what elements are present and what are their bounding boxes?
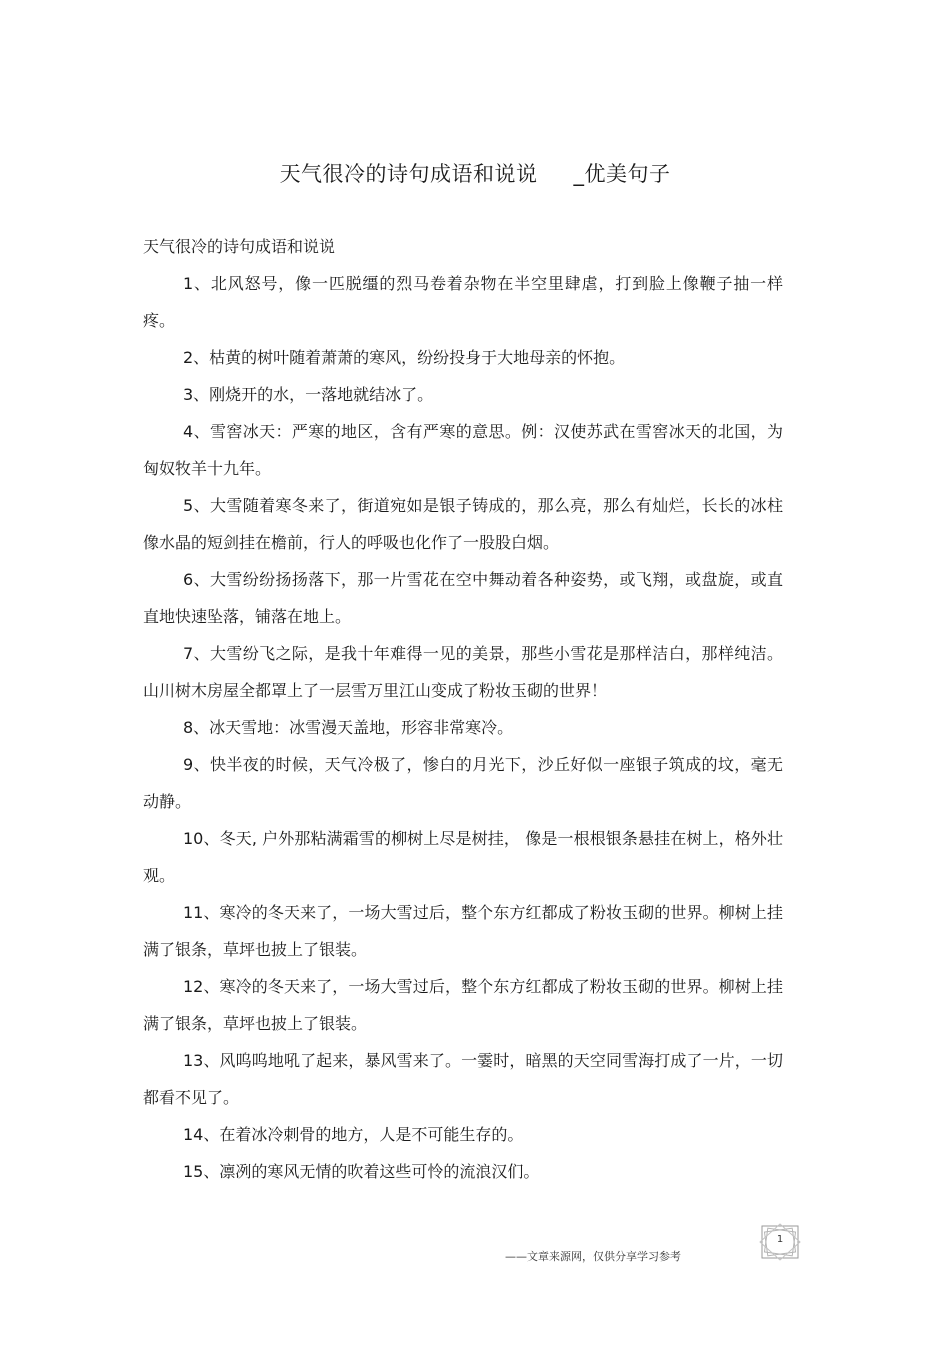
paragraph: 14、在着冰冷刺骨的地方，人是不可能生存的。 — [183, 1125, 524, 1144]
paragraph: 9、快半夜的时候，天气冷极了，惨白的月光下，沙丘好似一座银子筑成的坟，毫无动静。 — [143, 755, 783, 811]
paragraph: 4、雪窖冰天：严寒的地区，含有严寒的意思。例：汉使苏武在雪窖冰天的北国，为匈奴牧羊十九年。 — [143, 422, 783, 478]
paragraph: 6、大雪纷纷扬扬落下，那一片雪花在空中舞动着各种姿势，或飞翔，或盘旋，或直直地快速坠落，铺落在地上。 — [143, 570, 783, 626]
paragraph: 11、寒冷的冬天来了，一场大雪过后，整个东方红都成了粉妆玉砌的世界。柳树上挂满了银条，草坪也披上了银装。 — [143, 903, 783, 959]
paragraph: 5、大雪随着寒冬来了，街道宛如是银子铸成的，那么亮，那么有灿烂，长长的冰柱像水晶的短剑挂在檐前，行人的呼吸也化作了一股股白烟。 — [143, 496, 783, 552]
document-body — [143, 228, 783, 1190]
paragraph: 3、刚烧开的水，一落地就结冰了。 — [183, 385, 434, 404]
paragraph: 12、寒冷的冬天来了，一场大雪过后，整个东方红都成了粉妆玉砌的世界。柳树上挂满了银条，草坪也披上了银装。 — [143, 977, 783, 1033]
section-subtitle: 天气很冷的诗句成语和说说 — [143, 237, 336, 256]
paragraph: 10、冬天, 户外那粘满霜雪的柳树上尽是树挂， 像是一根根银条悬挂在树上，格外壮观。 — [143, 829, 783, 885]
paragraph: 13、风呜呜地吼了起来，暴风雪来了。一霎时，暗黑的天空同雪海打成了一片，一切都看不见了。 — [143, 1051, 783, 1107]
paragraph: 15、凛冽的寒风无情的吹着这些可怜的流浪汉们。 — [183, 1162, 540, 1181]
paragraph: 1、北风怒号，像一匹脱缰的烈马卷着杂物在半空里肆虐，打到脸上像鞭子抽一样疼。 — [143, 274, 783, 330]
paragraph: 7、大雪纷飞之际，是我十年难得一见的美景，那些小雪花是那样洁白，那样纯洁。山川树木房屋全都罩上了一层雪万里江山变成了粉妆玉砌的世界！ — [143, 644, 783, 700]
paragraph: 2、枯黄的树叶随着萧萧的寒风，纷纷投身于大地母亲的怀抱。 — [183, 348, 626, 367]
footer-note: ——文章来源网，仅供分享学习参考 — [505, 1250, 681, 1263]
page-number: 1 — [776, 1234, 784, 1245]
paragraph: 8、冰天雪地：冰雪漫天盖地，形容非常寒冷。 — [183, 718, 514, 737]
document-title: 天气很冷的诗句成语和说说 _优美句子 — [279, 162, 671, 186]
